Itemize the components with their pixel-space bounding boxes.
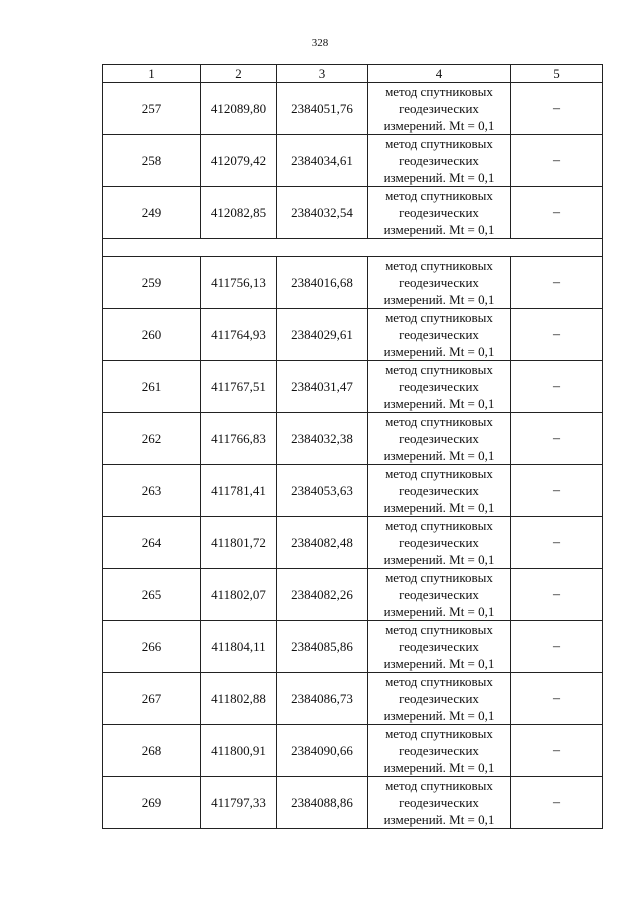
method-line: метод спутниковых <box>385 136 493 151</box>
note-cell: – <box>511 777 603 829</box>
method-line: метод спутниковых <box>385 778 493 793</box>
x-coordinate-cell: 411804,11 <box>201 621 277 673</box>
table-row <box>103 309 603 361</box>
x-coordinate-cell: 411781,41 <box>201 465 277 517</box>
method-cell <box>368 135 511 187</box>
point-number-cell: 261 <box>103 361 201 413</box>
method-line: измерений. Mt = 0,1 <box>383 448 495 463</box>
table-header <box>103 65 603 83</box>
point-number-cell: 266 <box>103 621 201 673</box>
method-line: геодезических <box>399 587 479 602</box>
y-coordinate-cell: 2384016,68 <box>277 257 368 309</box>
method-line: метод спутниковых <box>385 84 493 99</box>
point-number-cell: 260 <box>103 309 201 361</box>
note-cell: – <box>511 517 603 569</box>
table-row <box>103 621 603 673</box>
point-number-cell: 268 <box>103 725 201 777</box>
header-col-5: 5 <box>511 65 603 83</box>
table-row <box>103 569 603 621</box>
method-line: метод спутниковых <box>385 726 493 741</box>
separator-row <box>103 239 603 257</box>
method-line: геодезических <box>399 535 479 550</box>
x-coordinate-cell: 411802,88 <box>201 673 277 725</box>
method-line: метод спутниковых <box>385 674 493 689</box>
table-row <box>103 725 603 777</box>
y-coordinate-cell: 2384082,48 <box>277 517 368 569</box>
note-cell: – <box>511 361 603 413</box>
method-line: метод спутниковых <box>385 310 493 325</box>
y-coordinate-cell: 2384086,73 <box>277 673 368 725</box>
method-line: измерений. Mt = 0,1 <box>383 292 495 307</box>
y-coordinate-cell: 2384031,47 <box>277 361 368 413</box>
point-number-cell: 257 <box>103 83 201 135</box>
method-line: метод спутниковых <box>385 570 493 585</box>
method-cell <box>368 517 511 569</box>
note-cell: – <box>511 621 603 673</box>
header-col-1: 1 <box>103 65 201 83</box>
method-line: метод спутниковых <box>385 518 493 533</box>
header-col-3: 3 <box>277 65 368 83</box>
method-line: измерений. Mt = 0,1 <box>383 552 495 567</box>
method-line: измерений. Mt = 0,1 <box>383 222 495 237</box>
point-number-cell: 269 <box>103 777 201 829</box>
method-cell <box>368 361 511 413</box>
method-line: метод спутниковых <box>385 362 493 377</box>
method-cell <box>368 257 511 309</box>
method-line: геодезических <box>399 275 479 290</box>
y-coordinate-cell: 2384053,63 <box>277 465 368 517</box>
method-line: измерений. Mt = 0,1 <box>383 760 495 775</box>
y-coordinate-cell: 2384051,76 <box>277 83 368 135</box>
method-line: метод спутниковых <box>385 188 493 203</box>
method-cell <box>368 187 511 239</box>
separator-cell <box>103 239 603 257</box>
method-line: геодезических <box>399 431 479 446</box>
note-cell: – <box>511 309 603 361</box>
method-line: измерений. Mt = 0,1 <box>383 170 495 185</box>
x-coordinate-cell: 412089,80 <box>201 83 277 135</box>
y-coordinate-cell: 2384090,66 <box>277 725 368 777</box>
x-coordinate-cell: 412082,85 <box>201 187 277 239</box>
method-line: геодезических <box>399 205 479 220</box>
note-cell: – <box>511 673 603 725</box>
method-cell <box>368 621 511 673</box>
y-coordinate-cell: 2384082,26 <box>277 569 368 621</box>
note-cell: – <box>511 135 603 187</box>
point-number-cell: 259 <box>103 257 201 309</box>
point-number-cell: 267 <box>103 673 201 725</box>
table-body <box>103 83 603 829</box>
page-number: 328 <box>311 37 329 49</box>
method-cell <box>368 725 511 777</box>
x-coordinate-cell: 412079,42 <box>201 135 277 187</box>
method-line: измерений. Mt = 0,1 <box>383 708 495 723</box>
note-cell: – <box>511 465 603 517</box>
x-coordinate-cell: 411764,93 <box>201 309 277 361</box>
y-coordinate-cell: 2384085,86 <box>277 621 368 673</box>
x-coordinate-cell: 411766,83 <box>201 413 277 465</box>
method-cell <box>368 309 511 361</box>
method-line: геодезических <box>399 327 479 342</box>
method-line: геодезических <box>399 795 479 810</box>
method-line: геодезических <box>399 483 479 498</box>
y-coordinate-cell: 2384029,61 <box>277 309 368 361</box>
x-coordinate-cell: 411802,07 <box>201 569 277 621</box>
table-row <box>103 83 603 135</box>
method-line: геодезических <box>399 101 479 116</box>
table-row <box>103 187 603 239</box>
table-row <box>103 465 603 517</box>
coordinates-table <box>102 64 603 829</box>
x-coordinate-cell: 411800,91 <box>201 725 277 777</box>
method-cell <box>368 569 511 621</box>
table-row <box>103 517 603 569</box>
point-number-cell: 262 <box>103 413 201 465</box>
x-coordinate-cell: 411767,51 <box>201 361 277 413</box>
method-line: измерений. Mt = 0,1 <box>383 812 495 827</box>
point-number-cell: 265 <box>103 569 201 621</box>
method-line: измерений. Mt = 0,1 <box>383 344 495 359</box>
header-col-4: 4 <box>368 65 511 83</box>
method-line: измерений. Mt = 0,1 <box>383 656 495 671</box>
point-number-cell: 258 <box>103 135 201 187</box>
method-line: измерений. Mt = 0,1 <box>383 396 495 411</box>
table-row <box>103 673 603 725</box>
method-line: геодезических <box>399 379 479 394</box>
method-cell <box>368 83 511 135</box>
note-cell: – <box>511 187 603 239</box>
method-line: метод спутниковых <box>385 258 493 273</box>
note-cell: – <box>511 83 603 135</box>
y-coordinate-cell: 2384034,61 <box>277 135 368 187</box>
x-coordinate-cell: 411797,33 <box>201 777 277 829</box>
y-coordinate-cell: 2384032,38 <box>277 413 368 465</box>
table-row <box>103 135 603 187</box>
method-line: геодезических <box>399 691 479 706</box>
method-line: метод спутниковых <box>385 466 493 481</box>
table-row <box>103 413 603 465</box>
note-cell: – <box>511 257 603 309</box>
method-line: метод спутниковых <box>385 622 493 637</box>
note-cell: – <box>511 413 603 465</box>
point-number-cell: 264 <box>103 517 201 569</box>
y-coordinate-cell: 2384088,86 <box>277 777 368 829</box>
method-line: геодезических <box>399 153 479 168</box>
method-cell <box>368 465 511 517</box>
header-col-2: 2 <box>201 65 277 83</box>
method-cell <box>368 673 511 725</box>
method-line: геодезических <box>399 639 479 654</box>
method-cell <box>368 413 511 465</box>
note-cell: – <box>511 569 603 621</box>
y-coordinate-cell: 2384032,54 <box>277 187 368 239</box>
method-line: метод спутниковых <box>385 414 493 429</box>
method-cell <box>368 777 511 829</box>
method-line: измерений. Mt = 0,1 <box>383 604 495 619</box>
table-row <box>103 361 603 413</box>
point-number-cell: 263 <box>103 465 201 517</box>
x-coordinate-cell: 411756,13 <box>201 257 277 309</box>
method-line: измерений. Mt = 0,1 <box>383 118 495 133</box>
note-cell: – <box>511 725 603 777</box>
table-row <box>103 777 603 829</box>
point-number-cell: 249 <box>103 187 201 239</box>
method-line: геодезических <box>399 743 479 758</box>
table-row <box>103 257 603 309</box>
header-row <box>103 65 603 83</box>
method-line: измерений. Mt = 0,1 <box>383 500 495 515</box>
x-coordinate-cell: 411801,72 <box>201 517 277 569</box>
